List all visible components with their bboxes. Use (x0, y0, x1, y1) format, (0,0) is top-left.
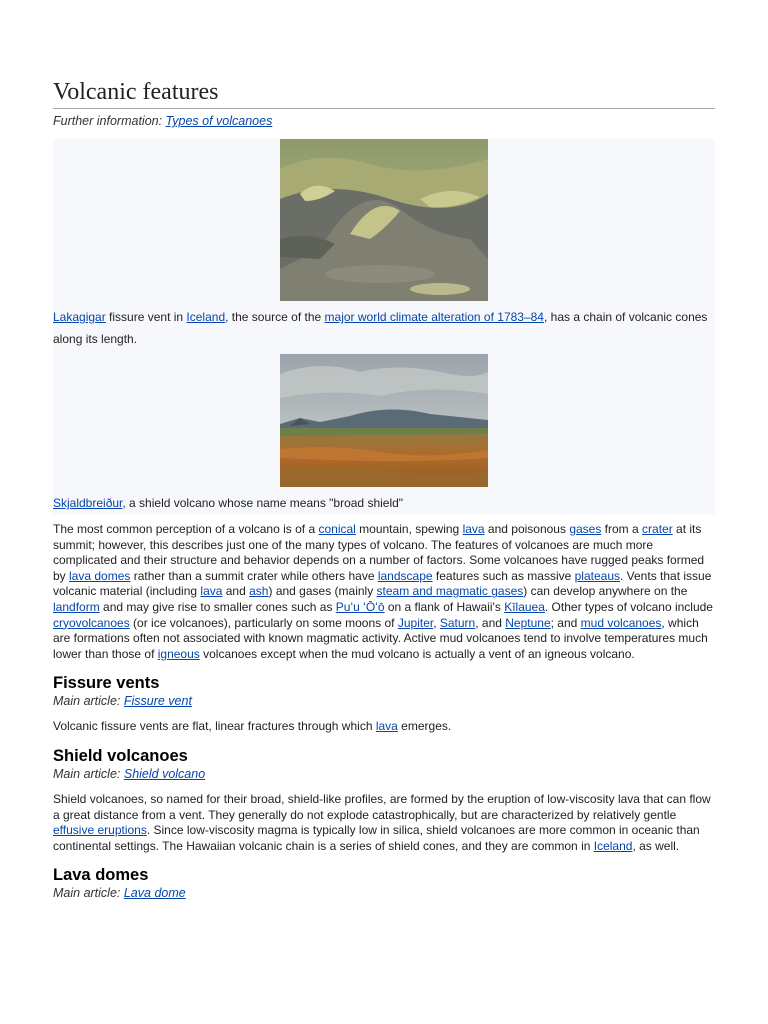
shield-volcanoes-heading: Shield volcanoes (53, 746, 188, 765)
main-article-prefix: Main article: (53, 886, 124, 901)
lava-link[interactable]: lava (462, 522, 485, 536)
text: . Since low-viscosity magma is typically low in silica, shield volcanoes are more common in oceanic than continental settings. The Hawaiian volcanic chain is a series of shield cones, and they are common in (53, 823, 700, 853)
gases-link[interactable]: gases (569, 522, 602, 536)
caption-text: , a shield volcano whose name means "broad shield" (122, 496, 404, 510)
article (53, 78, 715, 901)
lava-domes-heading: Lava domes (53, 866, 149, 885)
caption-text: , has a chain of volcanic cones along its length. (53, 310, 708, 346)
landscape-link[interactable]: landscape (377, 568, 433, 583)
lava-link[interactable]: lava (200, 584, 223, 599)
text: ) and gases (mainly (268, 584, 377, 599)
fissure-paragraph (53, 719, 715, 735)
text: mountain, spewing (355, 522, 463, 536)
lava-dome-link[interactable]: Lava dome (123, 886, 186, 901)
text: , and (475, 615, 506, 630)
text: The most common perception of a volcano is of a (53, 522, 319, 536)
text: ; and (550, 615, 581, 630)
lakagigar-photo (280, 139, 488, 301)
text: and poisonous (484, 522, 570, 536)
text: volcanoes except when the mud volcano is actually a vent of an igneous volcano. (199, 646, 635, 661)
lava-link[interactable]: lava (375, 719, 398, 734)
fissure-vent-link[interactable]: Fissure vent (123, 694, 192, 709)
shield-paragraph (53, 792, 715, 854)
puu-oo-link[interactable]: Puʻu ʻŌʻō (335, 599, 385, 614)
lava-domes-link[interactable]: lava domes (69, 568, 131, 583)
text: (or ice volcanoes), particularly on some moons of (129, 615, 398, 630)
shield-main-article-note (53, 767, 715, 782)
lakagigar-caption (53, 306, 715, 350)
plateaus-link[interactable]: plateaus (574, 568, 620, 583)
text: emerges. (397, 719, 452, 734)
fissure-vents-heading: Fissure vents (53, 674, 160, 693)
main-article-prefix: Main article: (53, 766, 124, 781)
text: and (222, 584, 250, 599)
further-info-prefix: Further information: (53, 114, 166, 128)
climate-alteration-link[interactable]: major world climate alteration of 1783–84 (324, 310, 544, 324)
intro-paragraph (53, 522, 715, 662)
iceland-link[interactable]: Iceland (186, 310, 226, 324)
crater-link[interactable]: crater (642, 522, 673, 536)
further-information-note (53, 113, 715, 129)
ash-link[interactable]: ash (249, 584, 269, 599)
text: , as well. (632, 838, 680, 853)
mud-volcanoes-link[interactable]: mud volcanoes (580, 615, 662, 630)
skjaldbreidur-caption (53, 492, 715, 514)
caption-text: , the source of the (225, 310, 325, 324)
text: at its summit; however, this describes just one of the many types of volcano. The features of volcanoes are much more complicated and their structure and behavior depends on a number of factors. Some volcanoes have rugged peaks formed by (53, 522, 705, 583)
text: and may give rise to smaller cones such as (99, 599, 336, 614)
text: , (433, 615, 440, 630)
text: rather than a summit crater while others have (130, 568, 378, 583)
steam-magmatic-gases-link[interactable]: steam and magmatic gases (376, 584, 524, 599)
caption-text: fissure vent in (105, 310, 187, 324)
text: Shield volcanoes, so named for their broad, shield-like profiles, are formed by the eruption of low-viscosity lava that can flow a great distance from a vent. They generally do not explode catastrophically, but are characterized by relatively gentle (53, 791, 711, 822)
shield-volcano-link[interactable]: Shield volcano (123, 766, 206, 781)
saturn-link[interactable]: Saturn (439, 615, 476, 630)
cryovolcanoes-link[interactable]: cryovolcanoes (53, 615, 130, 630)
lakagigar-link[interactable]: Lakagigar (53, 310, 106, 324)
section-title: Volcanic features (53, 78, 715, 109)
landform-link[interactable]: landform (53, 599, 100, 614)
text: . Other types of volcano include (544, 599, 713, 614)
igneous-link[interactable]: igneous (157, 646, 200, 661)
skjaldbreidur-photo (280, 354, 488, 487)
text: on a flank of Hawaii's (384, 599, 505, 614)
domes-main-article-note (53, 886, 715, 901)
skjaldbreidur-link[interactable]: Skjaldbreiður (53, 496, 123, 510)
text: from a (601, 522, 643, 536)
text: ) can develop anywhere on the (523, 584, 688, 599)
figure-lakagigar (53, 139, 715, 350)
text: features such as massive (432, 568, 575, 583)
text: . Vents that issue volcanic material (including (53, 568, 712, 599)
neptune-link[interactable]: Neptune (505, 615, 551, 630)
effusive-eruptions-link[interactable]: effusive eruptions (53, 823, 147, 838)
jupiter-link[interactable]: Jupiter (397, 615, 434, 630)
main-article-prefix: Main article: (53, 694, 124, 709)
text: Volcanic fissure vents are flat, linear fractures through which (53, 719, 376, 734)
kilauea-link[interactable]: Kīlauea (504, 599, 545, 614)
types-of-volcanoes-link[interactable]: Types of volcanoes (165, 114, 273, 128)
figure-skjaldbreidur (53, 354, 715, 514)
conical-link[interactable]: conical (318, 522, 356, 536)
image-gallery (53, 139, 715, 514)
text: , which are formations often not associated with known magmatic activity. Active mud volcanoes tend to involve temperatures much lower than those of (53, 615, 708, 661)
iceland-link[interactable]: Iceland (593, 838, 633, 853)
fissure-main-article-note (53, 694, 715, 709)
